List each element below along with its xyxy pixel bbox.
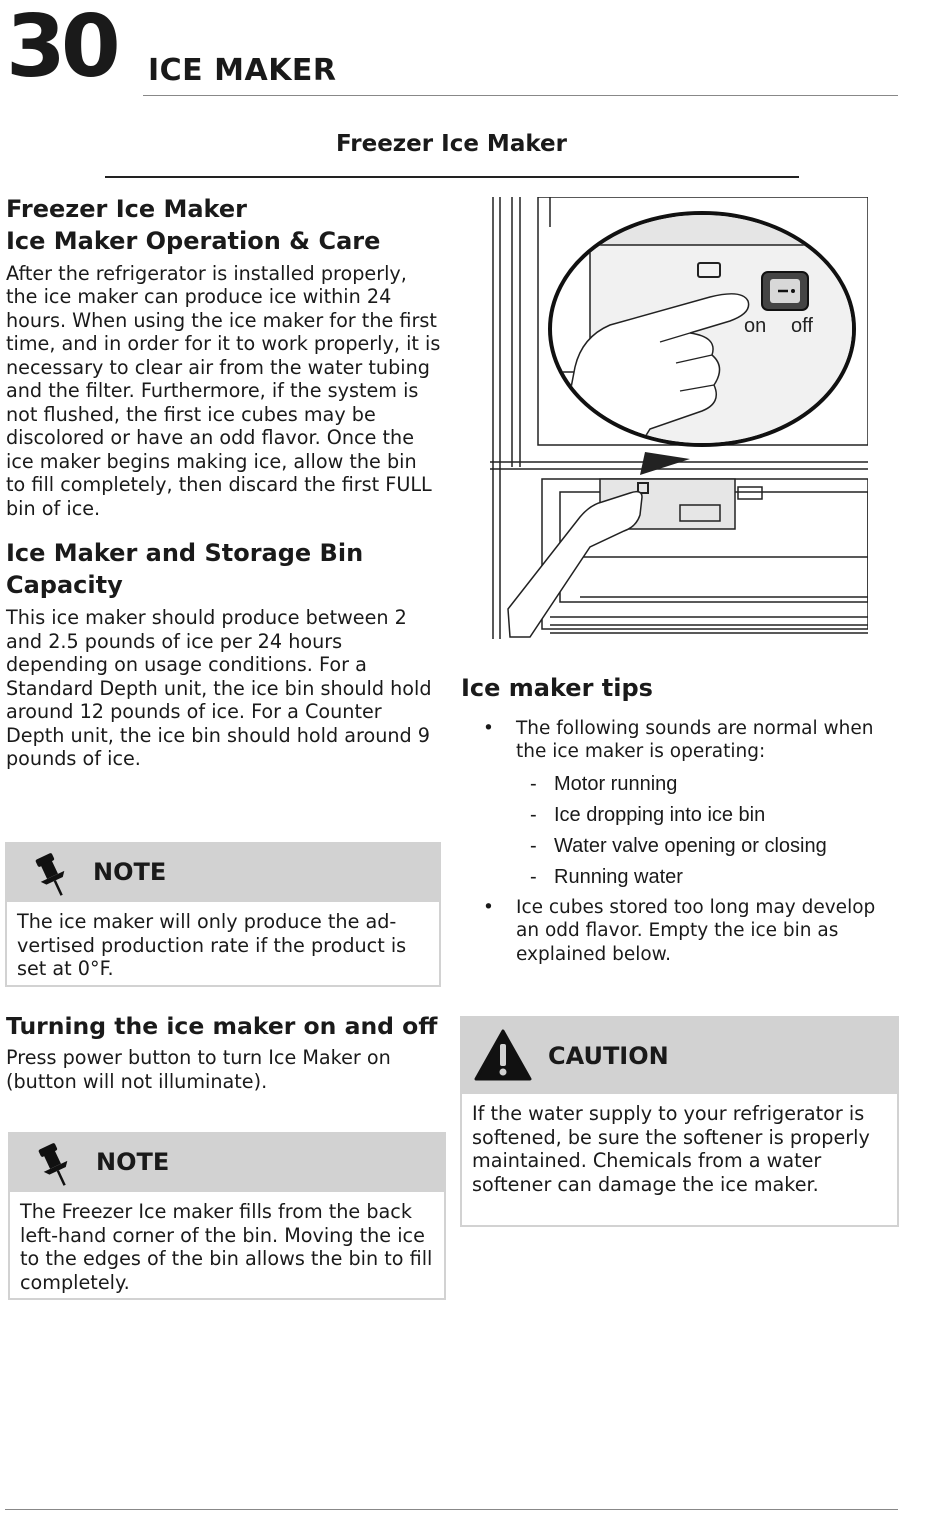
- note-header: [7, 844, 439, 902]
- capacity-paragraph: This ice maker should produce between 2 and 2.5 pounds of ice per 24 hours depending on usage conditions. For a Standard Depth unit, the ice bin should hold around 12 pounds of ice. For a Counter Depth unit, the ice bin should hold around 9 pounds of ice.: [6, 606, 432, 771]
- tip-item-flavor: [461, 896, 897, 967]
- heading-operation-care: Ice Maker Operation & Care: [6, 226, 381, 255]
- heading-ice-maker-tips: Ice maker tips: [461, 674, 653, 702]
- note-title: NOTE: [93, 858, 167, 886]
- list-item: - Running water: [530, 865, 683, 888]
- ice-maker-switch-illustration: [490, 197, 868, 639]
- subheading-freezer-ice-maker: Freezer Ice Maker: [6, 195, 247, 223]
- list-item: - Ice dropping into ice bin: [530, 803, 766, 826]
- caution-box: [460, 1016, 899, 1227]
- header-divider: [143, 95, 898, 96]
- on-label: on: [744, 315, 767, 337]
- operation-paragraph: After the refrigerator is installed properly, the ice maker can produce ice within 24 hours. When using the ice maker for the first time, and in order for it to work properly, it is necessary to clear air from the water tubing and the filter. Furthermore, if the system is not flushed, the first ice cubes may be discolored or have an odd flavor. Once the ice maker begins making ice, allow the bin to fill completely, then discard the first FULL bin of ice.: [6, 261, 441, 520]
- note-header: [10, 1134, 444, 1192]
- off-label: off: [791, 315, 813, 337]
- caution-header: [462, 1018, 897, 1094]
- section-divider: [105, 176, 799, 178]
- heading-turning-on-off: Turning the ice maker on and off: [6, 1012, 438, 1040]
- left-column: [6, 194, 441, 771]
- turning-paragraph: Press power button to turn Ice Maker on (button will not illuminate).: [6, 1046, 391, 1093]
- tip-text: The following sounds are normal when the ice maker is operating:: [516, 717, 874, 763]
- tip-text: Ice cubes stored too long may develop an odd flavor. Empty the ice bin as explained below.: [516, 896, 876, 965]
- bullet-marker: •: [483, 896, 494, 918]
- caution-text: If the water supply to your refrigerator is softened, be sure the softener is properly maintained. Chemicals from a water softener can damage the ice maker.: [472, 1102, 870, 1196]
- caution-title: CAUTION: [548, 1042, 669, 1070]
- note-title: NOTE: [96, 1148, 170, 1176]
- tip-item-sounds: [461, 717, 897, 889]
- pushpin-icon: [29, 850, 77, 904]
- note-text: The Freezer Ice maker fills from the back left-hand corner of the bin. Moving the ice to the edges of the bin allows the bin to fill completely.: [20, 1200, 433, 1294]
- footer-divider: [5, 1509, 898, 1510]
- sounds-list: [516, 772, 897, 889]
- ice-maker-tips: [461, 673, 897, 972]
- note-box-fill-corner: [8, 1132, 446, 1300]
- warning-triangle-icon: [474, 1028, 532, 1086]
- list-item: - Water valve opening or closing: [530, 834, 827, 857]
- pushpin-icon: [32, 1140, 80, 1194]
- bullet-marker: •: [483, 717, 494, 739]
- tips-list: [461, 717, 897, 967]
- heading-capacity: Ice Maker and Storage Bin Capacity: [6, 539, 364, 600]
- section-title: Freezer Ice Maker: [336, 131, 567, 157]
- list-item: - Motor running: [530, 772, 678, 795]
- note-box-production-rate: [5, 842, 441, 987]
- turning-section: [6, 1011, 446, 1093]
- page-number: 30: [6, 0, 116, 97]
- note-text: The ice maker will only produce the ad-vertised production rate if the product is set at 0°F.: [17, 910, 407, 980]
- chapter-title: ICE MAKER: [148, 53, 337, 88]
